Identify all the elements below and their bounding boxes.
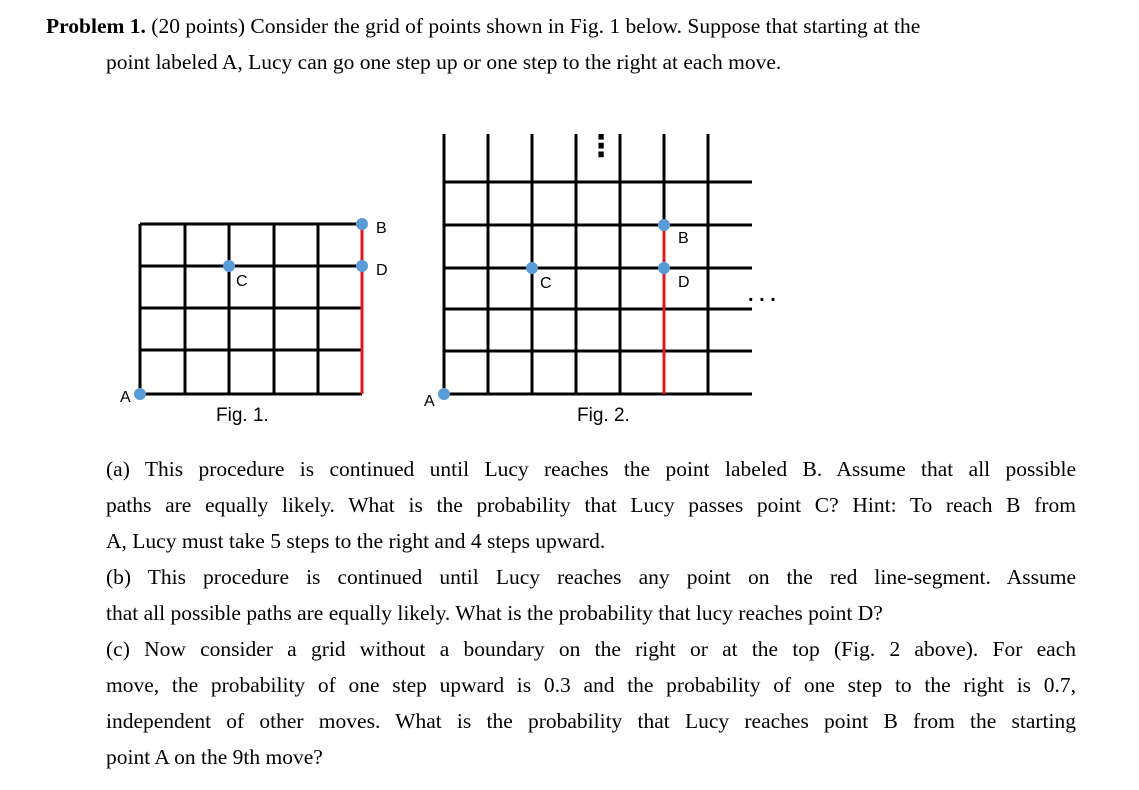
- question-a-line-2: paths are equally likely. What is the probability that Lucy passes point C? Hint: To reach B from: [106, 493, 1076, 517]
- fig2-point-c: [526, 262, 538, 274]
- questions-block: [106, 451, 1076, 775]
- fig2-ellipsis-right: . . .: [748, 284, 776, 306]
- figure-1-grid: [140, 224, 362, 394]
- problem-label: Problem 1.: [46, 14, 146, 38]
- fig2-label-a: A: [424, 393, 435, 410]
- question-c-line-1: (c) Now consider a grid without a boundary on the right or at the top (Fig. 2 above). For each: [106, 637, 1076, 661]
- fig2-point-d: [658, 262, 670, 274]
- fig1-label-c: C: [236, 273, 248, 290]
- question-c-line-2: move, the probability of one step upward is 0.3 and the probability of one step to the right is 0.7,: [106, 673, 1076, 697]
- question-b-line-2: that all possible paths are equally likely. What is the probability that lucy reaches point D?: [106, 601, 883, 625]
- fig1-point-b: [356, 218, 368, 230]
- question-c-line-4: point A on the 9th move?: [106, 745, 323, 769]
- question-c-line-3: independent of other moves. What is the probability that Lucy reaches point B from the starting: [106, 709, 1076, 733]
- fig2-caption: Fig. 2.: [577, 405, 630, 426]
- problem-intro-line-2: point labeled A, Lucy can go one step up or one step to the right at each move.: [106, 50, 782, 74]
- fig1-point-d: [356, 260, 368, 272]
- fig1-point-a: [134, 388, 146, 400]
- fig2-point-b: [658, 219, 670, 231]
- fig1-label-b: B: [376, 220, 387, 237]
- question-b-line-1: (b) This procedure is continued until Lucy reaches any point on the red line-segment. Assume: [106, 565, 1076, 589]
- question-a-line-1: (a) This procedure is continued until Lucy reaches the point labeled B. Assume that all possible: [106, 457, 1076, 481]
- fig2-point-a: [438, 388, 450, 400]
- fig2-label-b: B: [678, 230, 689, 247]
- figure-2-grid: [444, 134, 752, 394]
- fig1-point-c: [223, 260, 235, 272]
- question-a-line-3: A, Lucy must take 5 steps to the right and 4 steps upward.: [106, 529, 606, 553]
- fig1-caption: Fig. 1.: [216, 405, 269, 426]
- fig2-label-d: D: [678, 274, 690, 291]
- fig2-label-c: C: [540, 275, 552, 292]
- fig2-ellipsis-top: ⋮: [586, 130, 616, 163]
- fig1-label-d: D: [376, 262, 388, 279]
- problem-intro-text: (20 points) Consider the grid of points shown in Fig. 1 below. Suppose that starting at the: [151, 14, 921, 38]
- fig1-label-a: A: [120, 389, 131, 406]
